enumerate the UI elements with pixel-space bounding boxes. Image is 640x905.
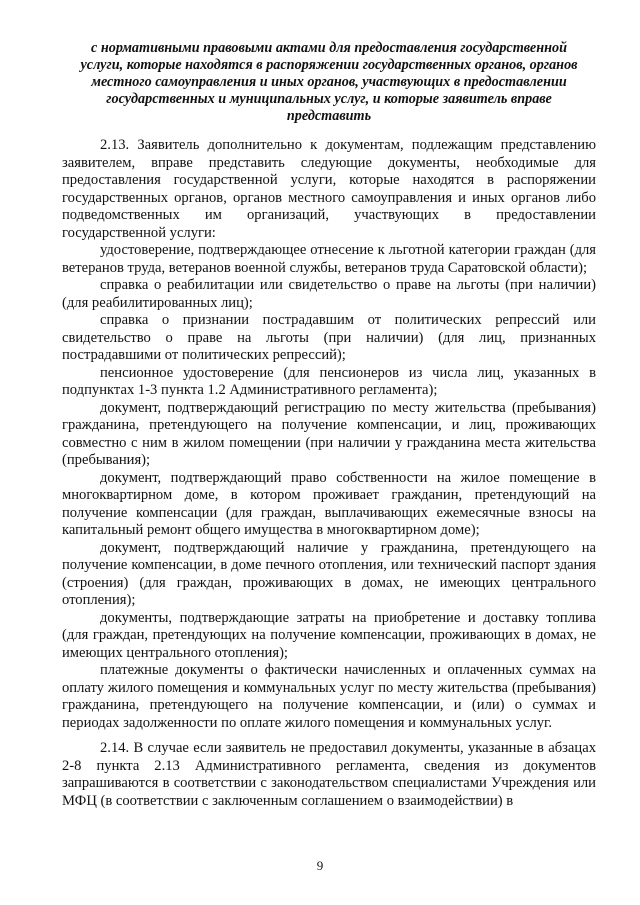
list-item-registration-document: документ, подтверждающий регистрацию по месту жительства (пребывания) гражданина, претендующего на получение компенсации, и лиц, проживающих совместно с ним в жилом помещении (при наличии у гражданина места жительства (пребывания); <box>62 399 596 468</box>
paragraph-2-13: 2.13. Заявитель дополнительно к документам, подлежащим представлению заявителем, вправе представить следующие документы, необходимые для предоставления государственной услуги, которые находятся в распоряжении государственных органов, органов местного самоуправления и иных органов либо подведомственных им организаций, участвующих в предоставлении государственной услуги: <box>62 137 596 241</box>
list-item-payment-documents: платежные документы о фактически начисленных и оплаченных суммах на оплату жилого помещения и коммунальных услуг по месту жительства (пребывания) гражданина, претендующего на получение компенсации, и (или) о суммах и периодах задолженности по оплате жилого помещения и коммунальных услуг. <box>62 662 596 731</box>
heading-line: государственных и муниципальных услуг, и которые заявитель вправе <box>106 91 552 107</box>
heading-line: с нормативными правовыми актами для предоставления государственной <box>91 40 567 56</box>
heading-line: представить <box>286 108 372 124</box>
list-item-certificate-benefit-category: удостоверение, подтверждающее отнесение к льготной категории граждан (для ветеранов труда, ветеранов военной службы, ветеранов труда Саратовской области); <box>62 242 596 276</box>
list-item-stove-heating-document: документ, подтверждающий наличие у гражданина, претендующего на получение компенсации, в доме печного отопления, или технический паспорт здания (строения) (для граждан, проживающих в домах, не имеющих центрального отопления); <box>62 539 596 608</box>
document-page <box>62 40 596 810</box>
list-item-ownership-document: документ, подтверждающий право собственности на жилое помещение в многоквартирном доме, в котором проживает гражданин, претендующий на получение компенсации (для граждан, выплачивающих ежемесячные взносы на капитальный ремонт общего имущества в многоквартирном доме); <box>62 469 596 538</box>
page-number: 9 <box>316 858 324 873</box>
paragraph-2-14: 2.14. В случае если заявитель не предоставил документы, указанные в абзацах 2-8 пункта 2.13 Административного регламента, сведения из документов запрашиваются в соответствии с законодательством специалистами Учреждения или МФЦ (в соответствии с заключенным соглашением о взаимодействии) в <box>62 740 596 809</box>
heading-line: услуги, которые находятся в распоряжении государственных органов, органов <box>80 57 578 73</box>
list-item-fuel-expense-documents: документы, подтверждающие затраты на приобретение и доставку топлива (для граждан, претендующих на получение компенсации, проживающих в домах, не имеющих центрального отопления); <box>62 609 596 661</box>
list-item-pension-certificate: пенсионное удостоверение (для пенсионеров из числа лиц, указанных в подпунктах 1-3 пункта 1.2 Административного регламента); <box>62 364 596 398</box>
heading-line: местного самоуправления и иных органов, участвующих в предоставлении <box>91 74 567 90</box>
list-item-rehabilitation-certificate: справка о реабилитации или свидетельство о праве на льготы (при наличии) (для реабилитированных лиц); <box>62 277 596 311</box>
list-item-political-repression-certificate: справка о признании пострадавшим от политических репрессий или свидетельство о праве на льготы (при наличии) (для лиц, признанных пострадавшими от политических репрессий); <box>62 312 596 363</box>
section-heading <box>62 40 596 125</box>
